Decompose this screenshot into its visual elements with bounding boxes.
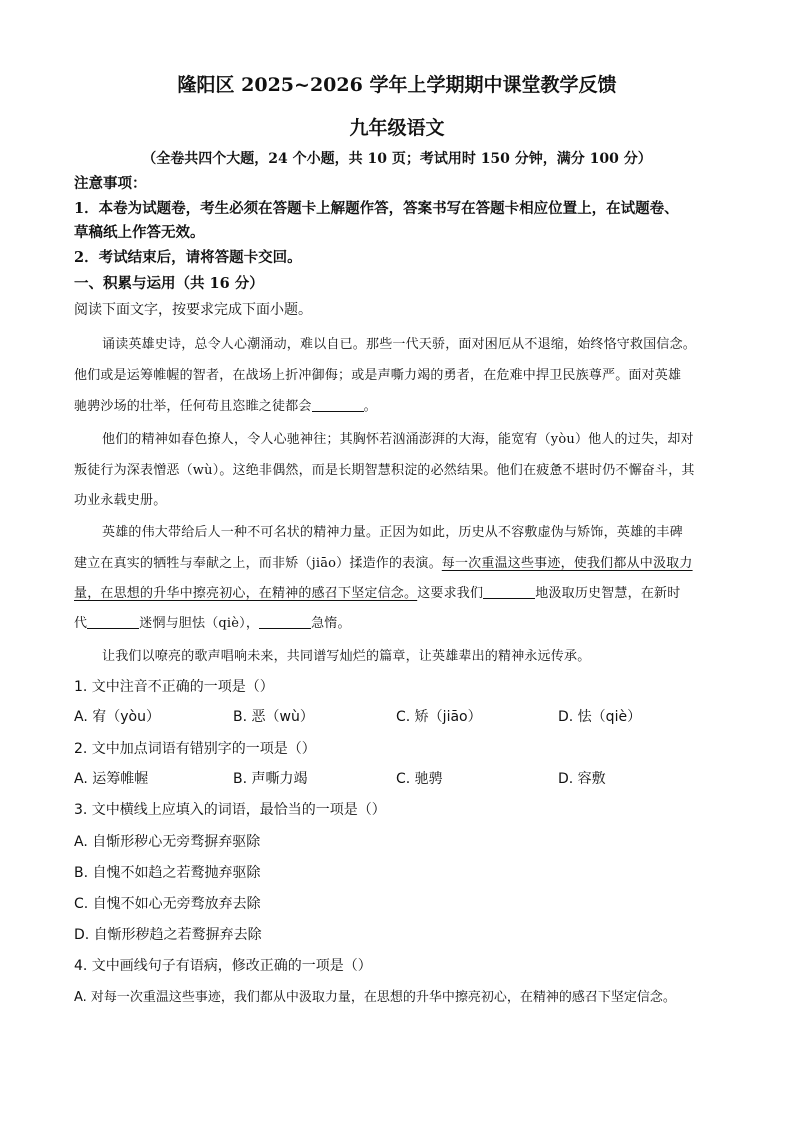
passage-text: 这要求我们 <box>417 586 484 601</box>
question-1-option-d[interactable]: D. 怯（qiè） <box>558 709 642 725</box>
passage-line <box>74 612 351 631</box>
question-1-stem: 1. 文中注音不正确的一项是（） <box>74 679 274 695</box>
question-1-option-b[interactable]: B. 恶（wù） <box>233 709 314 725</box>
passage-line: 英雄的伟大带给后人一种不可名状的精神力量。正因为如此，历史从不容敷虚伪与矫饰，英雄的丰碑 <box>102 525 683 540</box>
question-3-option-a[interactable]: A. 自惭形秽心无旁骛摒弃驱除 <box>74 834 261 850</box>
passage-line: 叛徒行为深表憎恶（wù）。这绝非偶然，而是长期智慧积淀的必然结果。他们在疲惫不堪时仍不懈奋斗，其 <box>74 463 695 478</box>
question-3-stem: 3. 文中横线上应填入的词语，最恰当的一项是（） <box>74 802 386 818</box>
exam-info: （全卷共四个大题，24 个小题，共 10 页；考试用时 150 分钟，满分 100 分） <box>142 151 652 167</box>
passage-text: 驰骋沙场的壮举，任何苟且恣睢之徒都会 <box>74 399 312 414</box>
passage-text: 代 <box>74 616 88 631</box>
notes-heading: 注意事项： <box>74 175 147 192</box>
passage-line <box>74 395 377 414</box>
passage-line <box>74 552 693 571</box>
passage-text: 建立在真实的牺牲与奉献之上，而非矫（jiāo）揉造作的表演。 <box>74 556 442 571</box>
passage-text: 地汲取历史智慧，在新时 <box>535 586 681 601</box>
passage-text: 迷惘与胆怯（qiè）， <box>139 616 260 631</box>
question-2-option-c[interactable]: C. 驰骋 <box>396 771 443 787</box>
question-4-stem: 4. 文中画线句子有语病，修改正确的一项是（） <box>74 958 372 974</box>
passage-line <box>74 582 680 601</box>
passage-line: 他们或是运筹帷幄的智者，在战场上折冲御侮；或是声嘶力竭的勇者，在危难中捍卫民族尊严。面对英雄 <box>74 368 682 383</box>
passage-line: 诵读英雄史诗，总令人心潮涌动，难以自已。那些一代天骄，面对困厄从不退缩，始终恪守救国信念。 <box>102 337 697 352</box>
passage-text: 。 <box>363 399 377 414</box>
fill-blank-3 <box>87 614 139 629</box>
note-item-1-line-1: 1．本卷为试题卷，考生必须在答题卡上解题作答，答案书写在答题卡相应位置上，在试题卷、 <box>74 200 679 217</box>
question-3-option-d[interactable]: D. 自惭形秽趋之若鹜摒弃去除 <box>74 927 262 943</box>
fill-blank-1 <box>312 397 364 412</box>
question-2-option-b[interactable]: B. 声嘶力竭 <box>233 771 308 787</box>
passage-line: 让我们以嘹亮的歌声唱响未来，共同谱写灿烂的篇章，让英雄辈出的精神永远传承。 <box>102 649 591 664</box>
question-4-option-a[interactable]: A. 对每一次重温这些事迹，我们都从中汲取力量，在思想的升华中擦亮初心，在精神的感召下坚定信念。 <box>74 990 676 1005</box>
section-heading: 一、积累与运用（共 16 分） <box>74 275 264 292</box>
passage-line: 他们的精神如春色撩人，令人心驰神往；其胸怀若汹涌澎湃的大海，能宽宥（yòu）他人的过失，却对 <box>102 432 694 447</box>
subject-title: 九年级语文 <box>349 117 445 139</box>
passage-line: 功业永载史册。 <box>74 493 167 508</box>
fill-blank-2 <box>483 584 535 599</box>
exam-title: 隆阳区 2025~2026 学年上学期期中课堂教学反馈 <box>177 74 617 96</box>
section-intro: 阅读下面文字，按要求完成下面小题。 <box>74 302 312 318</box>
note-item-1-line-2: 草稿纸上作答无效。 <box>74 224 205 241</box>
passage-text: 急惰。 <box>311 616 351 631</box>
question-1-option-a[interactable]: A. 宥（yòu） <box>74 709 160 725</box>
question-2-option-d[interactable]: D. 容敷 <box>558 771 606 787</box>
question-3-option-c[interactable]: C. 自愧不如心无旁骛放弃去除 <box>74 896 261 912</box>
fill-blank-4 <box>259 614 311 629</box>
underlined-sentence: 量，在思想的升华中擦亮初心，在精神的感召下坚定信念。 <box>74 586 418 601</box>
question-3-option-b[interactable]: B. 自愧不如趋之若鹜抛弃驱除 <box>74 865 261 881</box>
underlined-sentence: 每一次重温这些事迹，使我们都从中汲取力 <box>441 556 693 571</box>
question-2-option-a[interactable]: A. 运筹帷幄 <box>74 771 149 787</box>
note-item-2: 2．考试结束后，请将答题卡交回。 <box>74 249 302 266</box>
question-1-option-c[interactable]: C. 矫（jiāo） <box>396 709 482 725</box>
question-2-stem: 2. 文中加点词语有错别字的一项是（） <box>74 741 316 757</box>
